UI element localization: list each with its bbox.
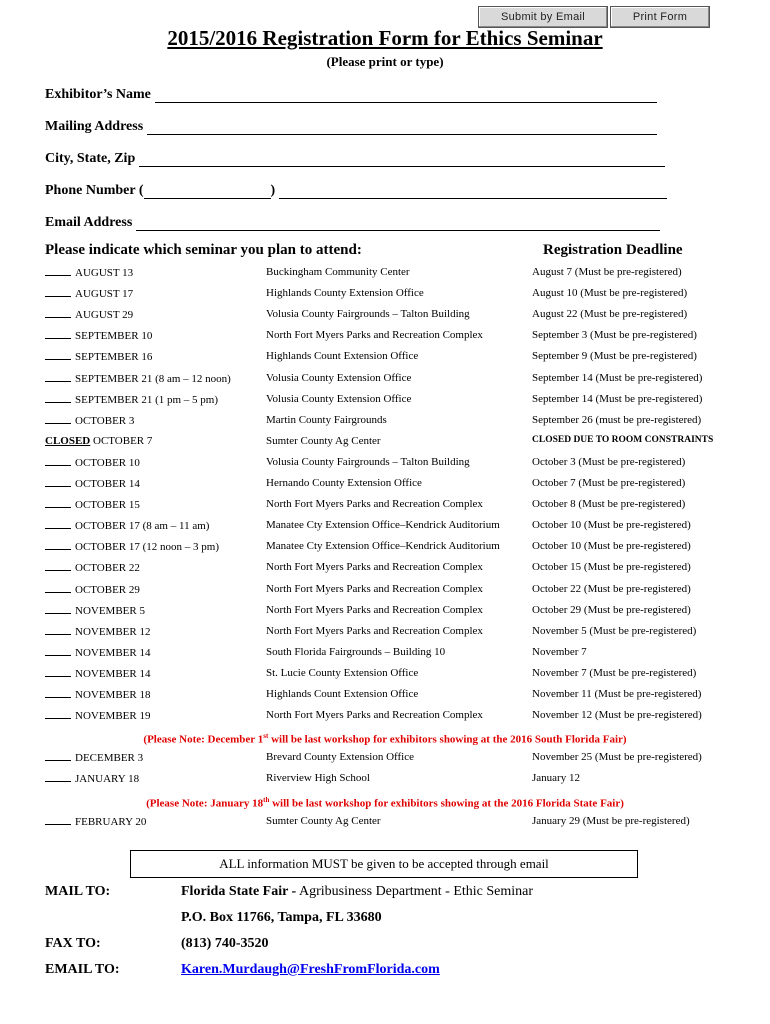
seminar-date xyxy=(45,393,218,406)
seminar-date xyxy=(45,350,152,363)
seminar-row xyxy=(45,583,745,604)
seminar-date xyxy=(45,477,140,490)
seminar-select-blank[interactable] xyxy=(45,583,71,593)
seminar-date xyxy=(45,815,146,828)
seminar-location: Manatee Cty Extension Office–Kendrick Auditorium xyxy=(266,519,500,532)
seminar-date-text: NOVEMBER 19 xyxy=(75,710,151,723)
seminar-select-blank[interactable] xyxy=(45,393,71,403)
seminar-select-blank[interactable] xyxy=(45,772,71,782)
seminar-select-blank[interactable] xyxy=(45,329,71,339)
seminar-select-blank[interactable] xyxy=(45,688,71,698)
print-form-button[interactable]: Print Form xyxy=(610,6,710,28)
seminar-date xyxy=(45,308,133,321)
seminar-date xyxy=(45,646,150,659)
seminar-deadline: August 10 (Must be pre-registered) xyxy=(532,287,688,300)
email-address-label: Email Address xyxy=(45,215,133,230)
seminar-select-blank[interactable] xyxy=(45,287,71,297)
seminar-select-blank[interactable] xyxy=(45,646,71,656)
seminar-deadline: August 22 (Must be pre-registered) xyxy=(532,308,688,321)
seminar-select-blank[interactable] xyxy=(45,372,71,382)
seminar-location: North Fort Myers Parks and Recreation Complex xyxy=(266,603,483,616)
seminar-deadline: CLOSED DUE TO ROOM CONSTRAINTS xyxy=(532,434,714,445)
seminar-location: Highlands Count Extension Office xyxy=(266,688,419,700)
seminar-deadline: January 12 xyxy=(532,772,580,785)
seminar-date xyxy=(45,583,140,596)
seminar-row xyxy=(45,625,745,646)
page-title: 2015/2016 Registration Form for Ethics Seminar xyxy=(167,26,603,50)
seminar-date xyxy=(45,751,143,764)
seminar-date xyxy=(45,519,209,532)
seminar-select-blank[interactable] xyxy=(45,751,71,761)
seminar-location: Volusia County Extension Office xyxy=(266,392,412,405)
seminar-row xyxy=(45,477,745,498)
seminar-select-blank[interactable] xyxy=(45,540,71,550)
seminar-deadline: October 15 (Must be pre-registered) xyxy=(532,561,691,574)
seminar-date-text: OCTOBER 29 xyxy=(75,583,140,596)
exhibitor-name-label: Exhibitor’s Name xyxy=(45,87,151,102)
seminar-deadline: September 3 (Must be pre-registered) xyxy=(532,329,697,342)
seminar-date xyxy=(45,372,231,385)
seminar-deadline: November 5 (Must be pre-registered) xyxy=(532,624,697,637)
seminar-deadline: November 7 (Must be pre-registered) xyxy=(532,666,697,679)
seminar-deadline: September 26 (must be pre-registered) xyxy=(532,413,702,426)
exhibitor-name-input[interactable] xyxy=(155,88,657,103)
exhibitor-name-field xyxy=(45,87,657,103)
seminar-date-text: OCTOBER 14 xyxy=(75,478,140,490)
seminar-date-text: OCTOBER 15 xyxy=(75,499,140,512)
seminar-select-blank[interactable] xyxy=(45,308,71,318)
seminar-date-text: OCTOBER 22 xyxy=(75,562,140,575)
seminar-row xyxy=(45,709,745,730)
seminar-date-text: OCTOBER 10 xyxy=(75,456,140,469)
page-subtitle: (Please print or type) xyxy=(326,54,444,69)
seminar-select-blank[interactable] xyxy=(45,519,71,529)
seminar-location: Riverview High School xyxy=(266,772,370,785)
email-address-input[interactable] xyxy=(136,216,660,231)
seminar-date-text: SEPTEMBER 21 (1 pm – 5 pm) xyxy=(75,393,219,406)
seminar-date xyxy=(45,414,134,427)
seminar-location: Hernando County Extension Office xyxy=(266,477,422,489)
seminar-date-text: AUGUST 13 xyxy=(75,267,134,279)
seminar-location: Sumter County Ag Center xyxy=(266,814,381,827)
seminar-location: North Fort Myers Parks and Recreation Complex xyxy=(266,498,483,511)
seminar-select-blank[interactable] xyxy=(45,477,71,487)
seminar-row xyxy=(45,435,745,456)
seminar-date xyxy=(45,709,150,722)
seminar-row xyxy=(45,350,745,371)
seminar-date-text: JANUARY 18 xyxy=(75,773,140,786)
seminar-location: Volusia County Fairgrounds – Talton Building xyxy=(266,455,470,468)
seminar-location: Sumter County Ag Center xyxy=(266,434,381,447)
seminar-date-text: NOVEMBER 18 xyxy=(75,689,151,701)
seminar-deadline: November 12 (Must be pre-registered) xyxy=(532,709,702,722)
fax-number: (813) 740-3520 xyxy=(181,936,269,951)
seminar-location: North Fort Myers Parks and Recreation Complex xyxy=(266,624,483,637)
seminar-row xyxy=(45,329,745,350)
seminar-location: Brevard County Extension Office xyxy=(266,751,414,764)
seminar-deadline: October 10 (Must be pre-registered) xyxy=(532,519,691,532)
seminar-date xyxy=(45,266,133,279)
seminar-date-text: AUGUST 17 xyxy=(75,288,134,301)
seminar-location: Volusia County Fairgrounds – Talton Building xyxy=(266,308,470,321)
seminar-deadline: October 3 (Must be pre-registered) xyxy=(532,455,686,468)
mail-to-label: MAIL TO: xyxy=(45,884,111,899)
seminar-date-text: SEPTEMBER 10 xyxy=(75,330,153,343)
seminar-date xyxy=(45,561,140,574)
seminar-date-text: NOVEMBER 12 xyxy=(75,625,151,638)
seminar-location: North Fort Myers Parks and Recreation Complex xyxy=(266,709,483,722)
seminar-location: Manatee Cty Extension Office–Kendrick Auditorium xyxy=(266,540,500,553)
seminar-select-blank[interactable] xyxy=(45,498,71,508)
seminar-location: North Fort Myers Parks and Recreation Complex xyxy=(266,582,483,595)
seminar-deadline: August 7 (Must be pre-registered) xyxy=(532,266,682,278)
seminar-date-text: OCTOBER 17 (8 am – 11 am) xyxy=(75,520,210,533)
seminar-date xyxy=(45,435,152,447)
seminar-location: Highlands County Extension Office xyxy=(266,287,424,300)
seminar-deadline: November 7 xyxy=(532,645,587,658)
fax-to-label: FAX TO: xyxy=(45,936,101,951)
seminar-location: St. Lucie County Extension Office xyxy=(266,666,419,679)
seminar-location: Buckingham Community Center xyxy=(266,266,410,278)
seminar-date xyxy=(45,287,133,300)
seminar-date-text: NOVEMBER 14 xyxy=(75,667,151,680)
seminar-location: Highlands Count Extension Office xyxy=(266,350,419,363)
seminar-row xyxy=(45,815,745,836)
seminar-row xyxy=(45,688,745,709)
seminar-date-text: DECEMBER 3 xyxy=(75,752,144,765)
seminar-deadline: November 11 (Must be pre-registered) xyxy=(532,688,702,700)
december-note: (Please Note: December 1st will be last workshop for exhibitors showing at the 2016 South Florida Fair) xyxy=(143,732,627,746)
seminar-deadline: October 7 (Must be pre-registered) xyxy=(532,477,686,489)
seminar-date xyxy=(45,625,150,638)
seminar-date-text: OCTOBER 3 xyxy=(75,414,135,427)
email-to-link[interactable]: Karen.Murdaugh@FreshFromFlorida.com xyxy=(181,962,440,977)
seminar-row xyxy=(45,646,745,667)
city-state-zip-input[interactable] xyxy=(139,152,665,167)
mailing-address-input[interactable] xyxy=(147,120,657,135)
seminar-row xyxy=(45,540,745,561)
seminar-deadline: October 8 (Must be pre-registered) xyxy=(532,498,686,511)
seminar-row xyxy=(45,414,745,435)
seminar-row xyxy=(45,772,745,793)
seminar-select-blank[interactable] xyxy=(45,350,71,360)
closed-label: CLOSED xyxy=(45,434,91,447)
mailing-address-field xyxy=(45,119,657,135)
seminar-date xyxy=(45,329,152,342)
phone-number-input[interactable] xyxy=(279,184,667,199)
seminar-date xyxy=(45,498,140,511)
seminar-select-blank[interactable] xyxy=(45,561,71,571)
seminar-row xyxy=(45,519,745,540)
seminar-date xyxy=(45,772,139,785)
seminar-date xyxy=(45,667,150,680)
seminar-location: Martin County Fairgrounds xyxy=(266,413,387,426)
seminar-date xyxy=(45,456,140,469)
seminar-select-blank[interactable] xyxy=(45,625,71,635)
seminar-select-blank[interactable] xyxy=(45,709,71,719)
seminar-row xyxy=(45,266,745,287)
seminar-location: North Fort Myers Parks and Recreation Complex xyxy=(266,329,483,342)
seminar-date-text: NOVEMBER 14 xyxy=(75,646,151,659)
seminar-row xyxy=(45,372,745,393)
mail-to-address: P.O. Box 11766, Tampa, FL 33680 xyxy=(181,910,382,925)
seminar-select-blank[interactable] xyxy=(45,456,71,466)
phone-area-code-input[interactable] xyxy=(144,184,271,199)
seminar-date-text: OCTOBER 7 xyxy=(90,434,153,447)
mailing-address-label: Mailing Address xyxy=(45,119,144,134)
seminar-deadline: October 22 (Must be pre-registered) xyxy=(532,582,691,595)
seminar-deadline: October 29 (Must be pre-registered) xyxy=(532,603,691,616)
seminar-date-text: SEPTEMBER 21 (8 am – 12 noon) xyxy=(75,372,231,385)
seminar-select-blank[interactable] xyxy=(45,414,71,424)
deadline-heading: Registration Deadline xyxy=(543,242,683,258)
seminar-location: North Fort Myers Parks and Recreation Complex xyxy=(266,561,483,574)
seminar-row xyxy=(45,308,745,329)
seminar-select-blank[interactable] xyxy=(45,604,71,614)
seminar-row xyxy=(45,667,745,688)
seminar-row xyxy=(45,604,745,625)
seminar-deadline: September 14 (Must be pre-registered) xyxy=(532,392,703,405)
january-note: (Please Note: January 18th will be last workshop for exhibitors showing at the 2016 Florida State Fair) xyxy=(146,796,624,810)
seminar-deadline: September 14 (Must be pre-registered) xyxy=(532,371,703,384)
seminar-row xyxy=(45,751,745,772)
phone-number-field xyxy=(45,183,667,199)
seminar-deadline: November 25 (Must be pre-registered) xyxy=(532,751,702,764)
email-to-label: EMAIL TO: xyxy=(45,962,120,977)
seminar-deadline: October 10 (Must be pre-registered) xyxy=(532,540,691,553)
phone-close-paren: ) xyxy=(270,183,276,198)
seminar-date xyxy=(45,688,150,701)
seminar-date-text: NOVEMBER 5 xyxy=(75,604,145,617)
seminar-location: South Florida Fairgrounds – Building 10 xyxy=(266,645,446,658)
seminar-select-blank[interactable] xyxy=(45,266,71,276)
phone-number-label: Phone Number ( xyxy=(45,183,144,198)
seminar-heading: Please indicate which seminar you plan to attend: xyxy=(45,242,362,258)
email-address-field xyxy=(45,215,660,231)
seminar-date-text: FEBRUARY 20 xyxy=(75,815,147,828)
seminar-row xyxy=(45,498,745,519)
seminar-deadline: September 9 (Must be pre-registered) xyxy=(532,350,697,363)
seminar-row xyxy=(45,561,745,582)
seminar-row xyxy=(45,456,745,477)
seminar-location: Volusia County Extension Office xyxy=(266,371,412,384)
seminar-date-text: SEPTEMBER 16 xyxy=(75,351,153,364)
seminar-date-text: AUGUST 29 xyxy=(75,309,134,322)
seminar-select-blank[interactable] xyxy=(45,667,71,677)
seminar-deadline: January 29 (Must be pre-registered) xyxy=(532,814,690,827)
submit-by-email-button[interactable]: Submit by Email xyxy=(478,6,608,28)
city-state-zip-label: City, State, Zip xyxy=(45,151,136,166)
mail-to-organization: Florida State Fair - Agribusiness Department - Ethic Seminar xyxy=(181,884,534,899)
seminar-date xyxy=(45,540,219,553)
seminar-select-blank[interactable] xyxy=(45,815,71,825)
seminar-row xyxy=(45,287,745,308)
seminar-date xyxy=(45,604,145,617)
seminar-date-text: OCTOBER 17 (12 noon – 3 pm) xyxy=(75,541,220,554)
seminar-row xyxy=(45,393,745,414)
city-state-zip-field xyxy=(45,151,665,167)
email-info-box: ALL information MUST be given to be accepted through email xyxy=(130,850,638,878)
